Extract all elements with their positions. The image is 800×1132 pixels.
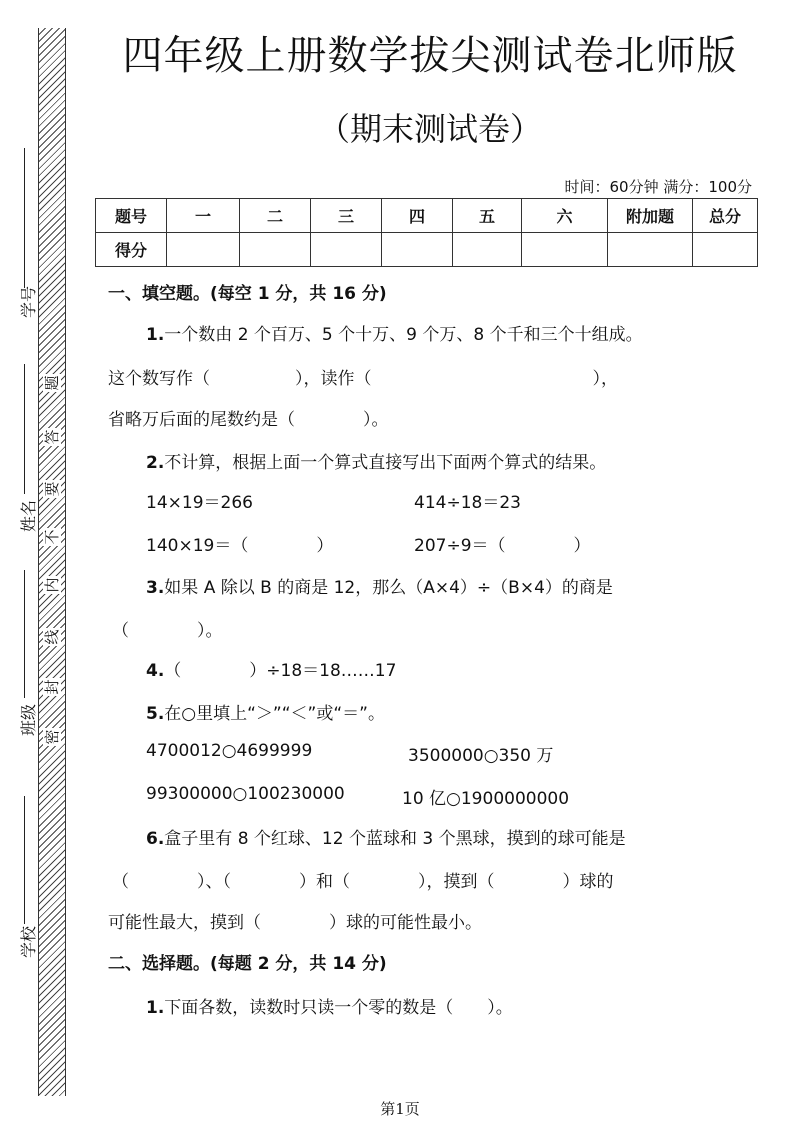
question-6 xyxy=(146,824,626,849)
seal-char: 答 xyxy=(43,429,61,445)
score-header-cell: 五 xyxy=(453,199,522,233)
score-cell[interactable] xyxy=(311,233,382,267)
question-text: 一个数由 2 个百万、5 个十万、9 个万、8 个千和三个十组成。 xyxy=(164,325,643,345)
score-header-cell: 附加题 xyxy=(608,199,693,233)
question-line[interactable]: （ ）、（ ）和（ ），摸到（ ）球的 xyxy=(112,872,614,892)
question-line[interactable]: （ ）。 xyxy=(112,621,223,641)
question-text: 盒子里有 8 个红球、12 个蓝球和 3 个黑球，摸到的球可能是 xyxy=(164,829,626,849)
page-title: 四年级上册数学拔尖测试卷北师版 xyxy=(122,33,738,79)
score-cell[interactable] xyxy=(522,233,608,267)
score-cell[interactable] xyxy=(453,233,522,267)
seal-char: 密 xyxy=(43,729,61,745)
question-number: 6. xyxy=(146,829,165,849)
score-header-cell: 一 xyxy=(167,199,240,233)
seal-char: 题 xyxy=(43,375,61,391)
student-id-label: 学号 xyxy=(19,286,38,319)
score-header-cell: 三 xyxy=(311,199,382,233)
question-number: 1. xyxy=(146,325,165,345)
question-1[interactable] xyxy=(146,993,513,1018)
score-row-label: 得分 xyxy=(96,233,167,267)
question-3 xyxy=(146,573,613,598)
class-label: 班级 xyxy=(19,704,38,737)
question-number: 5. xyxy=(146,704,165,724)
question-text: 如果 A 除以 B 的商是 12，那么（A×4）÷（B×4）的商是 xyxy=(164,578,613,598)
seal-char: 不 xyxy=(43,529,61,545)
page-number: 第1页 xyxy=(380,1100,420,1118)
name-label: 姓名 xyxy=(19,500,38,533)
question-line[interactable]: 可能性最大，摸到（ ）球的可能性最小。 xyxy=(108,913,482,933)
class-line[interactable] xyxy=(24,570,25,698)
comparison[interactable]: 10 亿○1900000000 xyxy=(402,789,570,809)
score-header-cell: 四 xyxy=(382,199,453,233)
page-subtitle: （期末测试卷） xyxy=(317,110,542,148)
school-line[interactable] xyxy=(24,796,25,924)
seal-char: 封 xyxy=(43,679,61,695)
score-table-score-row xyxy=(96,233,758,267)
score-table xyxy=(95,198,758,267)
comparison[interactable]: 4700012○4699999 xyxy=(146,741,313,761)
exam-meta: 时间：60分钟 满分：100分 xyxy=(564,178,752,196)
school-label: 学校 xyxy=(19,926,38,959)
score-header-cell: 总分 xyxy=(693,199,758,233)
equation: 14×19＝266 xyxy=(146,493,253,513)
question-text: 不计算，根据上面一个算式直接写出下面两个算式的结果。 xyxy=(164,453,607,473)
question-number: 4. xyxy=(146,661,165,681)
score-header-cell: 二 xyxy=(240,199,311,233)
score-header-cell: 六 xyxy=(522,199,608,233)
seal-char: 内 xyxy=(43,577,61,593)
question-text: （ ）÷18＝18……17 xyxy=(164,661,397,681)
score-table-header-row xyxy=(96,199,758,233)
question-4[interactable] xyxy=(146,656,396,681)
seal-line-hatch xyxy=(38,28,66,1096)
question-line[interactable]: 省略万后面的尾数约是（ ）。 xyxy=(108,410,389,430)
score-cell[interactable] xyxy=(693,233,758,267)
question-text: 在○里填上“＞”“＜”或“＝”。 xyxy=(164,704,385,724)
question-1 xyxy=(146,320,643,345)
question-5 xyxy=(146,699,385,724)
question-number: 2. xyxy=(146,453,165,473)
equation-blank[interactable]: 207÷9＝（ ） xyxy=(414,536,591,556)
score-cell[interactable] xyxy=(240,233,311,267)
seal-char: 线 xyxy=(43,629,61,645)
question-line[interactable]: 这个数写作（ ），读作（ ）， xyxy=(108,369,618,389)
equation-blank[interactable]: 140×19＝（ ） xyxy=(146,536,334,556)
comparison[interactable]: 3500000○350 万 xyxy=(408,746,554,766)
score-cell[interactable] xyxy=(608,233,693,267)
question-2 xyxy=(146,448,606,473)
question-number: 1. xyxy=(146,998,165,1018)
binding-margin xyxy=(0,0,90,1132)
comparison[interactable]: 99300000○100230000 xyxy=(146,784,345,804)
student-id-line[interactable] xyxy=(24,148,25,288)
section-heading: 一、填空题。(每空 1 分，共 16 分) xyxy=(108,284,387,304)
section-heading: 二、选择题。(每题 2 分，共 14 分) xyxy=(108,954,387,974)
score-cell[interactable] xyxy=(382,233,453,267)
score-cell[interactable] xyxy=(167,233,240,267)
score-header-cell: 题号 xyxy=(96,199,167,233)
name-line[interactable] xyxy=(24,364,25,494)
equation: 414÷18＝23 xyxy=(414,493,521,513)
question-text: 下面各数，读数时只读一个零的数是（ ）。 xyxy=(164,998,513,1018)
seal-char: 要 xyxy=(43,481,61,497)
question-number: 3. xyxy=(146,578,165,598)
